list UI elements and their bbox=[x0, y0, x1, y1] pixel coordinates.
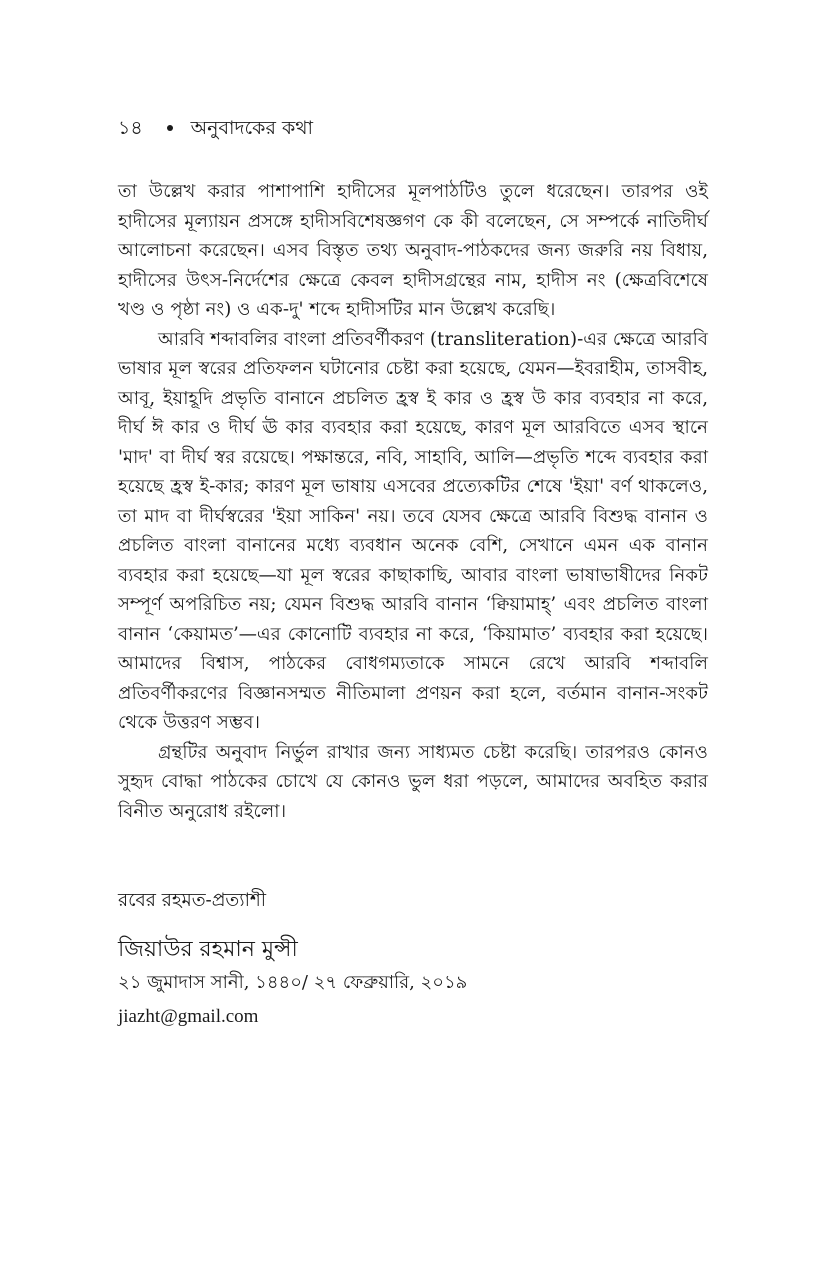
page-number: ১৪ bbox=[118, 117, 143, 139]
translator-name: জিয়াউর রহমান মুন্সী bbox=[118, 937, 298, 962]
signature-date: ২১ জুমাদাস সানী, ১৪৪০/ ২৭ ফেব্রুয়ারি, ২০১৯ bbox=[118, 972, 468, 993]
paragraph-continued: তা উল্লেখ করার পাশাপাশি হাদীসের মূলপাঠটিও তুলে ধরেছেন। তারপর ওই হাদীসের মূল্যায়ন প্রসঙ্গে হাদীসবিশেষজ্ঞগণ কে কী বলেছেন, সে সম্পর্কে নাতিদীর্ঘ আলোচনা করেছেন। এসব বিস্তৃত তথ্য অনুবাদ-পাঠকদের জন্য জরুরি নয় বিধায়, হাদীসের উৎস-নির্দেশের ক্ষেত্রে কেবল হাদীসগ্রন্থের নাম, হাদীস নং (ক্ষেত্রবিশেষে খণ্ড ও পৃষ্ঠা নং) ও এক-দু' শব্দে হাদীসটির মান উল্লেখ করেছি। bbox=[118, 181, 708, 320]
body-text bbox=[118, 177, 708, 826]
signature-email: jiazht@gmail.com bbox=[118, 1006, 259, 1027]
paragraph-transliteration: আরবি শব্দাবলির বাংলা প্রতিবর্ণীকরণ (transliteration)-এর ক্ষেত্রে আরবি ভাষার মূল স্বরের প্রতিফলন ঘটানোর চেষ্টা করা হয়েছে, যেমন—ইবরাহীম, তাসবীহ, আবূ, ইয়াহূদি প্রভৃতি বানানে প্রচলিত হ্রস্ব ই কার ও হ্রস্ব উ কার ব্যবহার না করে, দীর্ঘ ঈ কার ও দীর্ঘ ঊ কার ব্যবহার করা হয়েছে, কারণ মূল আরবিতে এসব স্থানে 'মাদ' বা দীর্ঘ স্বর রয়েছে। পক্ষান্তরে, নবি, সাহাবি, আলি—প্রভৃতি শব্দে ব্যবহার করা হয়েছে হ্রস্ব ই-কার; কারণ মূল ভাষায় এসবের প্রত্যেকটির শেষে 'ইয়া' বর্ণ থাকলেও, তা মাদ বা দীর্ঘস্বরের 'ইয়া সাকিন' নয়। তবে যেসব ক্ষেত্রে আরবি বিশুদ্ধ বানান ও প্রচলিত বাংলা বানানের মধ্যে ব্যবধান অনেক বেশি, সেখানে এমন এক বানান ব্যবহার করা হয়েছে—যা মূল স্বরের কাছাকাছি, আবার বাংলা ভাষাভাষীদের নিকট সম্পূর্ণ অপরিচিত নয়; যেমন বিশুদ্ধ আরবি বানান ‘ক্বিয়ামাহ্’ এবং প্রচলিত বাংলা বানান ‘কেয়ামত’—এর কোনোটি ব্যবহার না করে, ‘কিয়ামাত’ ব্যবহার করা হয়েছে। আমাদের বিশ্বাস, পাঠকের বোধগম্যতাকে সামনে রেখে আরবি শব্দাবলি প্রতিবর্ণীকরণের বিজ্ঞানসম্মত নীতিমালা প্রণয়ন করা হলে, বর্তমান বানান-সংকট থেকে উত্তরণ সম্ভব। bbox=[118, 328, 708, 733]
bullet-separator bbox=[167, 125, 173, 131]
running-title: অনুবাদকের কথা bbox=[190, 117, 314, 139]
paragraph-request: গ্রন্থটির অনুবাদ নির্ভুল রাখার জন্য সাধ্যমত চেষ্টা করেছি। তারপরও কোনও সুহৃদ বোদ্ধা পাঠকের চোখে যে কোনও ভুল ধরা পড়লে, আমাদের অবহিত করার বিনীত অনুরোধ রইলো। bbox=[118, 741, 708, 822]
running-header bbox=[118, 112, 708, 144]
book-page bbox=[118, 112, 708, 1032]
closing-line: রবের রহমত-প্রত্যাশী bbox=[118, 890, 267, 911]
